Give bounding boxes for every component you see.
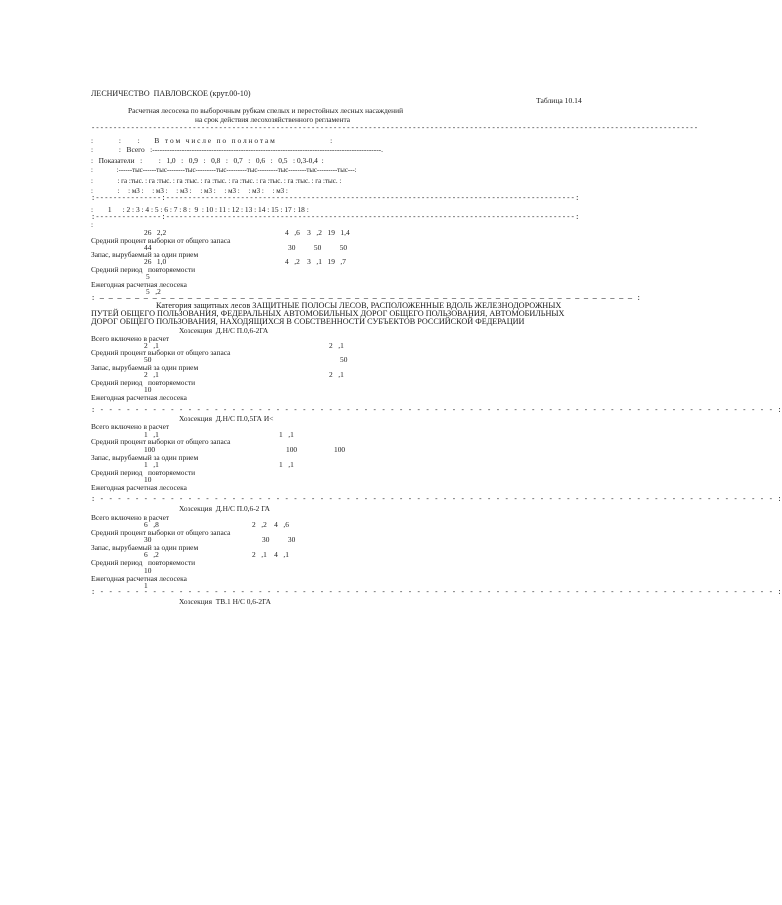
header-row-3: : Показатели : : 1,0 : 0,9 : 0,8 : 0,7 : 0,6 : 0,5 : 0,3-0,4 : (91, 156, 324, 165)
annual-label: Ежегодная расчетная лесосека (91, 280, 187, 289)
section-1-period-value: 10 (144, 385, 152, 394)
section-rule-2: : - - - - - - - - - - - - - - - - - - - - - - - - - - - - - - - - - - - - - - - - - - - - - - - - - - - - - - - - - - - - - - - - - - - - - - - - - - - - - : (91, 496, 782, 504)
section-1-stock-a: 2 ,1 (144, 370, 159, 379)
table-title: Расчетная лесосека по выборочным рубкам спелых и перестойных лесных насаждений (128, 106, 404, 115)
header-row-5: : : га :тыс. : га :тыс. : га :тыс. : га :тыс. : га :тыс. : га :тыс. : га :тыс. : га :тыс. : (91, 177, 342, 185)
section-1-total-b: 2 ,1 (329, 341, 344, 350)
section-2-stock-label: Запас, вырубаемый за один прием (91, 453, 199, 462)
section-1-period-label: Средний период повторяемости (91, 378, 196, 387)
section-3-stock-label: Запас, вырубаемый за один прием (91, 543, 199, 552)
pct-value-b: 30 50 50 (288, 243, 348, 252)
section-2-stock-b: 1 ,1 (279, 460, 294, 469)
section-2-total-b: 1 ,1 (279, 430, 294, 439)
section-3-annual-label: Ежегодная расчетная лесосека (91, 574, 187, 583)
section-1-total-label: Всего включено в расчет (91, 334, 170, 343)
header-row-8: : (91, 220, 94, 229)
section-2-period-label: Средний период повторяемости (91, 468, 196, 477)
section-2-pct-a: 100 (144, 445, 156, 454)
section-3-total-a: 6 ,8 (144, 520, 159, 529)
annual-value: 5 ,2 (146, 287, 161, 296)
section-1-annual-label: Ежегодная расчетная лесосека (91, 393, 187, 402)
table-subtitle: на срок действия лесохозяйственного регламента (195, 115, 351, 124)
section-2-total-label: Всего включено в расчет (91, 422, 170, 431)
table-number: Таблица 10.14 (536, 96, 582, 105)
header-rule-2: :---------------:---------------------------------------------------------------------------------------------: (91, 195, 580, 203)
section-2-total-a: 1 ,1 (144, 430, 159, 439)
section-3-title: Хозсекция Д.Н/С П.0,6-2 ГА (179, 504, 271, 513)
section-3-stock-b: 2 ,1 4 ,1 (252, 550, 289, 559)
total-values-b: 4 ,6 3 ,2 19 1,4 (285, 228, 350, 237)
section-3-pct-label: Средний процент выборки от общего запаса (91, 528, 231, 537)
header-row-1: : : : В т о м ч и с л е п о п о л н о т а м : (91, 136, 333, 145)
section-rule-1: : - - - - - - - - - - - - - - - - - - - - - - - - - - - - - - - - - - - - - - - - - - - - - - - - - - - - - - - - - - - - - - - - - - - - - - - - - - - - - : (91, 407, 782, 415)
header-rule: ------------------------------------------------------------------------------------------------------------------------------------------ (91, 125, 699, 133)
category-line-1: Категория защитных лесов ЗАЩИТНЫЕ ПОЛОСЫ ЛЕСОВ, РАСПОЛОЖЕННЫЕ ВДОЛЬ ЖЕЛЕЗНОДОРОЖНЫХ (156, 301, 562, 310)
section-1-title: Хозсекция Д.Н/С П.0,6-2ГА (179, 326, 269, 335)
category-rule: : — — — — — — — — — — — — — — — — — — — — — — — — — — — — — — — — — — — — — — — — — — — — — — — — — — — — — — — — — — — — — : (91, 295, 642, 303)
section-3-period-label: Средний период повторяемости (91, 558, 196, 567)
section-1-total-a: 2 ,1 (144, 341, 159, 350)
section-3-pct-a: 30 (144, 535, 152, 544)
period-label: Средний период повторяемости (91, 265, 196, 274)
stock-value-b: 4 ,2 3 ,1 19 ,7 (285, 257, 346, 266)
section-2-pct-label: Средний процент выборки от общего запаса (91, 437, 231, 446)
section-3-period-value: 10 (144, 566, 152, 575)
stock-label: Запас, вырубаемый за один прием (91, 250, 199, 259)
category-line-3: ДОРОГ ОБЩЕГО ПОЛЬЗОВАНИЯ, НАХОДЯЩИХСЯ В СОБСТВЕННОСТИ СУБЪЕКТОВ РОССИЙСКОЙ ФЕДЕРАЦИИ (91, 317, 525, 326)
header-row-6: : : : м3 : : м3 : : м3 : : м3 : : м3 : : м3 : : м3 : (91, 187, 288, 195)
pct-label: Средний процент выборки от общего запаса (91, 236, 231, 245)
section-3-total-label: Всего включено в расчет (91, 513, 170, 522)
total-values-a: 26 2,2 (144, 228, 167, 237)
section-1-stock-label: Запас, вырубаемый за один прием (91, 363, 199, 372)
column-numbers: : 1 : 2 : 3 : 4 : 5 : 6 : 7 : 8 : 9 : 10 : 11 : 12 : 13 : 14 : 15 : 17 : 18 : (91, 205, 309, 214)
section-4-title: Хозсекция ТВ.1 Н/С 0,6-2ГА (179, 597, 271, 606)
section-2-title: Хозсекция Д.Н/С П.0,5ГА И< (179, 414, 274, 423)
section-2-annual-label: Ежегодная расчетная лесосека (91, 483, 187, 492)
section-3-pct-b: 30 30 (262, 535, 296, 544)
section-1-pct-label: Средний процент выборки от общего запаса (91, 348, 231, 357)
section-3-annual-value: 1 (144, 581, 148, 590)
header-row-4: : :------тыс------тыс--------тыс---------тыс---------тыс---------тыс--------тыс---------тыс---: (91, 167, 357, 174)
section-1-stock-b: 2 ,1 (329, 370, 344, 379)
section-1-pct-a: 50 (144, 355, 152, 364)
section-2-stock-a: 1 ,1 (144, 460, 159, 469)
category-line-2: ПУТЕЙ ОБЩЕГО ПОЛЬЗОВАНИЯ, ФЕДЕРАЛЬНЫХ АВТОМОБИЛЬНЫХ ДОРОГ ОБЩЕГО ПОЛЬЗОВАНИЯ, АВТОМОБИЛЬНЫХ (91, 309, 565, 318)
stock-value-a: 26 1,0 (144, 257, 167, 266)
section-2-pct-b: 100 100 (286, 445, 346, 454)
period-value: 5 (146, 272, 150, 281)
section-rule-3: : - - - - - - - - - - - - - - - - - - - - - - - - - - - - - - - - - - - - - - - - - - - - - - - - - - - - - - - - - - - - - - - - - - - - - - - - - - - - - : (91, 589, 782, 597)
section-2-period-value: 10 (144, 475, 152, 484)
section-3-total-b: 2 ,2 4 ,6 (252, 520, 289, 529)
pct-value-a: 44 (144, 243, 152, 252)
section-1-pct-b: 50 (340, 355, 348, 364)
header-row-2: : : Всего :---------------------------------------------------------------------------------------------. (91, 145, 383, 154)
forestry-name: ЛЕСНИЧЕСТВО ПАВЛОВСКОЕ (крут.00-10) (91, 89, 251, 98)
header-rule-3: :---------------:---------------------------------------------------------------------------------------------: (91, 214, 580, 222)
section-3-stock-a: 6 ,2 (144, 550, 159, 559)
